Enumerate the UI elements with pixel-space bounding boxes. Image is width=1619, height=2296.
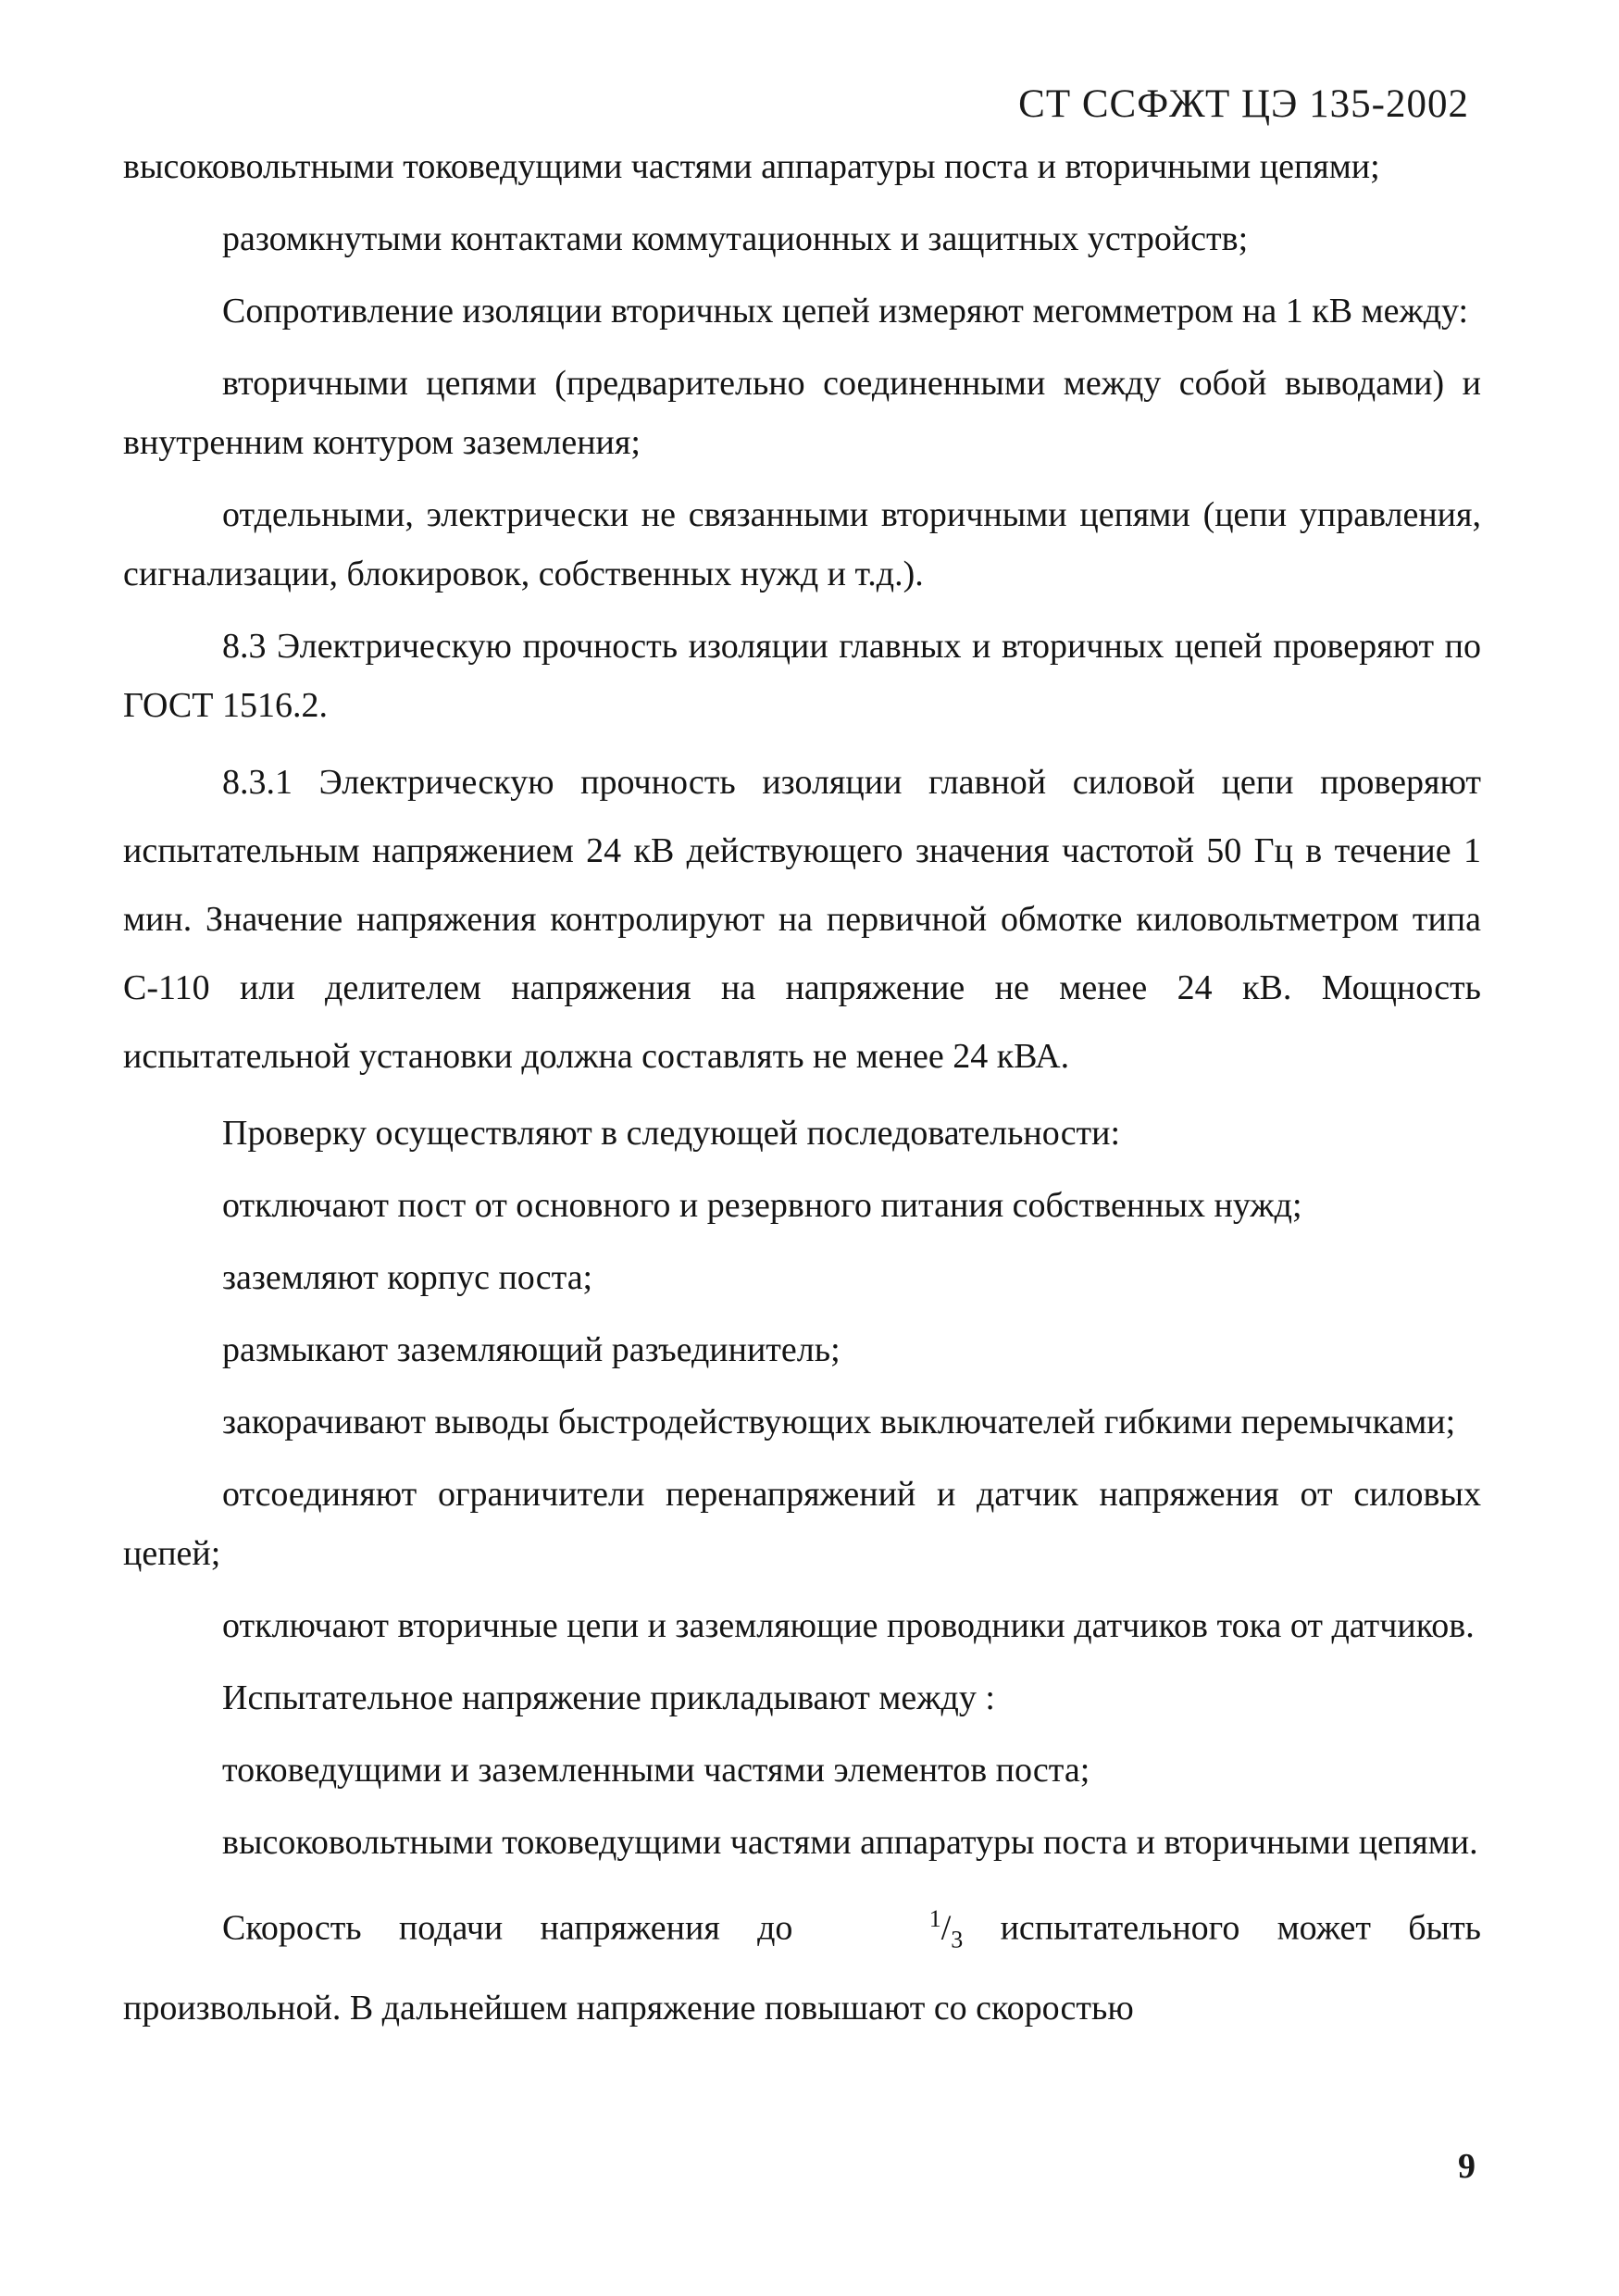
speed-text-before: Скорость подачи напряжения до — [222, 1908, 793, 1948]
page-number: 9 — [1458, 2147, 1476, 2186]
fraction: $^1/_3$ — [928, 1905, 964, 1953]
speed-text-after: испытательного может быть произвольной. В дальнейшем напряжение повышают со скоростью — [123, 1908, 1481, 2028]
paragraph: Испытательное напряжение прикладывают между : — [222, 1678, 995, 1717]
fraction-denominator: 3 — [951, 1926, 964, 1953]
list-item: отключают пост от основного и резервного питания собственных нужд; — [222, 1186, 1302, 1225]
section-8-3-1: 8.3.1 Электрическую прочность изоляции главной силовой цепи проверяют испытательным напряжением 24 кВ действующего значения частотой 50 Гц в течение 1 мин. Значение напряжения контролируют на первичной обмотке киловольтметром типа С-110 или делителем напряжения на напряжение не менее 24 кВ. Мощность испытательной установки должна составлять не менее 24 кВА. — [123, 763, 1481, 1076]
document-code: СТ ССФЖТ ЦЭ 135-2002 — [1018, 82, 1469, 126]
paragraph: отдельными, электрически не связанными вторичными цепями (цепи управления, сигнализации, блокировок, собственных нужд и т.д.). — [123, 495, 1481, 593]
list-item: отсоединяют ограничители перенапряжений и датчик напряжения от силовых цепей; — [123, 1475, 1481, 1573]
paragraph: Сопротивление изоляции вторичных цепей измеряют мегомметром на 1 кВ между: — [222, 292, 1469, 331]
list-item: закорачивают выводы быстродействующих выключателей гибкими перемычками; — [222, 1403, 1456, 1441]
paragraph-speed — [123, 1885, 1481, 2042]
paragraph: разомкнутыми контактами коммутационных и защитных устройств; — [222, 219, 1249, 258]
list-item: заземляют корпус поста; — [222, 1258, 593, 1297]
section-8-3: 8.3 Электрическую прочность изоляции главных и вторичных цепей проверяют по ГОСТ 1516.2. — [123, 627, 1481, 725]
list-item: высоковольтными токоведущими частями аппаратуры поста и вторичными цепями. — [222, 1823, 1478, 1862]
list-item: отключают вторичные цепи и заземляющие проводники датчиков тока от датчиков. — [222, 1606, 1475, 1645]
list-item: токоведущими и заземленными частями элементов поста; — [222, 1751, 1090, 1790]
paragraph: Проверку осуществляют в следующей последовательности: — [222, 1114, 1121, 1153]
paragraph: вторичными цепями (предварительно соединенными между собой выводами) и внутренним контуром заземления; — [123, 364, 1481, 462]
paragraph: высоковольтными токоведущими частями аппаратуры поста и вторичными цепями; — [123, 147, 1380, 186]
fraction-numerator: 1 — [928, 1905, 941, 1932]
document-body — [123, 137, 1481, 2055]
list-item: размыкают заземляющий разъединитель; — [222, 1330, 841, 1369]
